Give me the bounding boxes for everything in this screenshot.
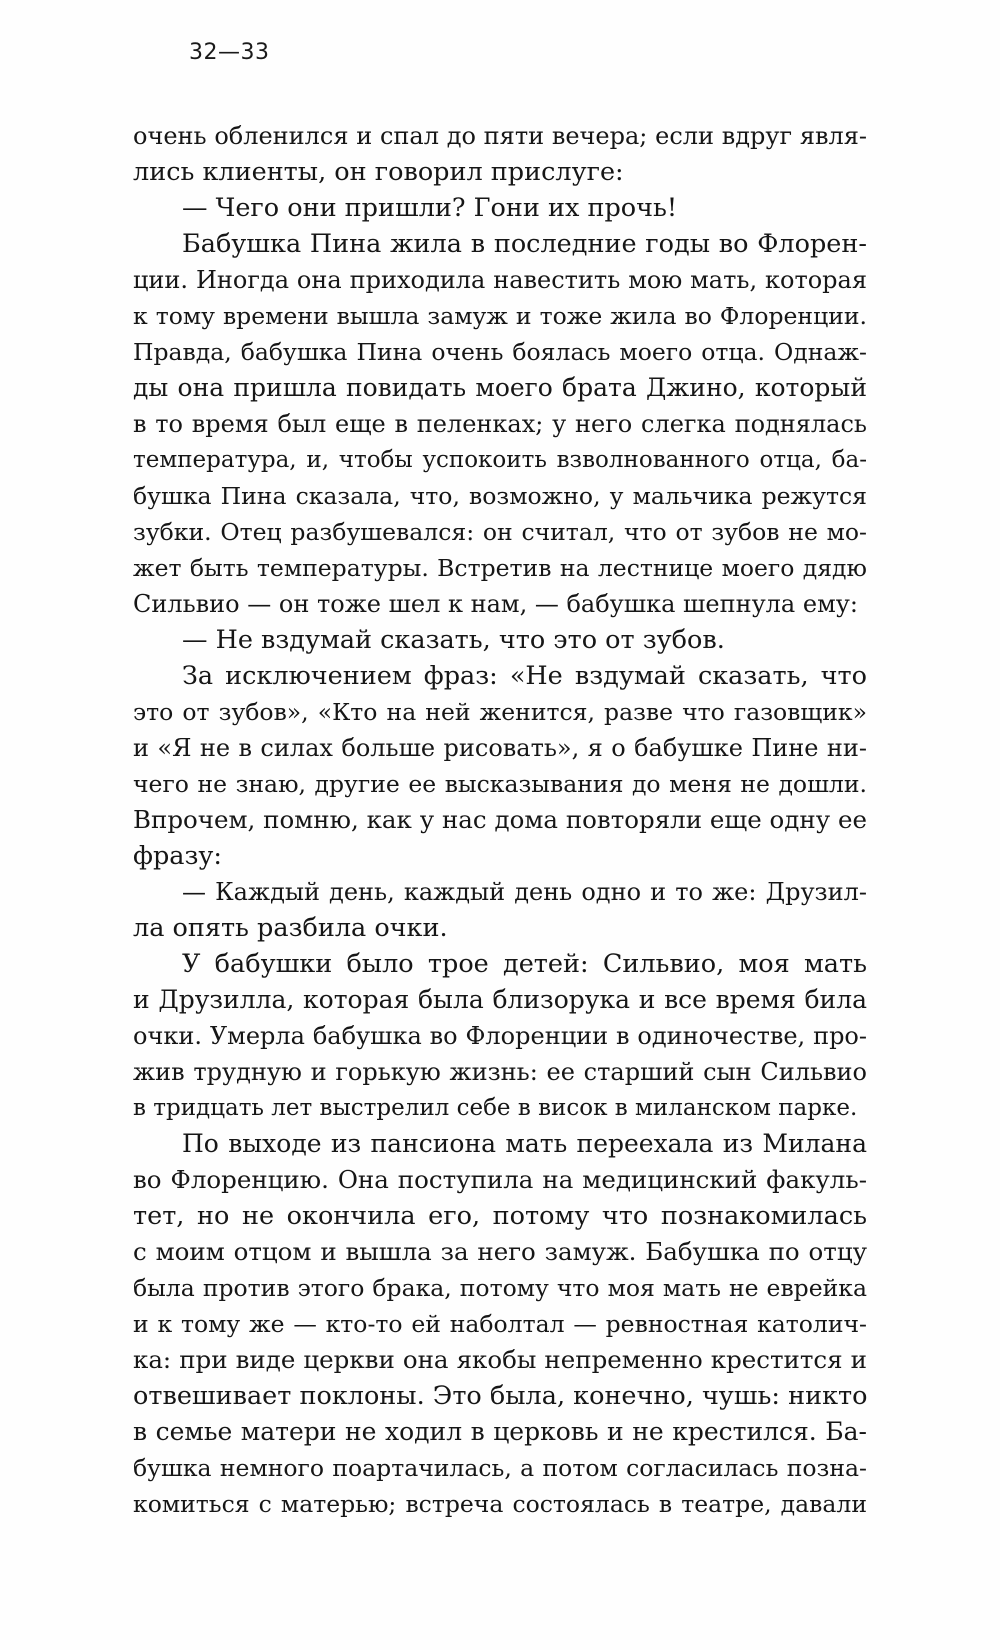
text-line: с моим отцом и вышла за него замуж. Бабушка по отцу xyxy=(133,1237,867,1266)
text-line: ды она пришла повидать моего брата Джино, который xyxy=(133,373,867,402)
text-line: в то время был еще в пеленках; у него слегка поднялась xyxy=(133,410,867,438)
text-line: По выходе из пансиона мать переехала из Милана xyxy=(182,1129,867,1158)
text-line: в тридцать лет выстрелил себе в висок в миланском парке. xyxy=(133,1095,858,1121)
text-line: Сильвио — он тоже шел к нам, — бабушка шепнула ему: xyxy=(133,590,858,618)
text-line: лись клиенты, он говорил прислуге: xyxy=(133,157,624,187)
text-line: комиться с матерью; встреча состоялась в театре, давали xyxy=(133,1490,867,1518)
text-line: очки. Умерла бабушка во Флоренции в одиночестве, про- xyxy=(133,1022,867,1050)
text-line: бушка Пина сказала, что, возможно, у мальчика режутся xyxy=(133,482,867,510)
text-line: и «Я не в силах больше рисовать», я о бабушке Пине ни- xyxy=(133,734,867,762)
text-line: ции. Иногда она приходила навестить мою мать, которая xyxy=(133,266,867,294)
text-line: температура, и, чтобы успокоить взволнованного отца, ба- xyxy=(133,447,867,473)
text-line: жив трудную и горькую жизнь: ее старший сын Сильвио xyxy=(133,1058,867,1086)
text-line: У бабушки было трое детей: Сильвио, моя мать xyxy=(182,949,867,979)
body-text xyxy=(133,118,867,1522)
text-line: в семье матери не ходил в церковь и не крестился. Ба- xyxy=(133,1417,867,1446)
text-line: ла опять разбила очки. xyxy=(133,913,448,943)
text-line: Впрочем, помню, как у нас дома повторяли еще одну ее xyxy=(133,805,867,834)
text-line: и Друзилла, которая была близорука и все время била xyxy=(133,985,867,1014)
text-line: зубки. Отец разбушевался: он считал, что от зубов не мо- xyxy=(133,518,867,546)
text-line: фразу: xyxy=(133,841,222,871)
text-line: и к тому же — кто-то ей наболтал — ревностная католич- xyxy=(133,1310,867,1338)
text-line: Бабушка Пина жила в последние годы во Флорен- xyxy=(182,229,867,259)
text-line: к тому времени вышла замуж и тоже жила во Флоренции. xyxy=(133,302,867,330)
text-line: очень обленился и спал до пяти вечера; если вдруг явля- xyxy=(133,122,867,150)
text-line: — Каждый день, каждый день одно и то же: Друзил- xyxy=(182,878,867,906)
text-line: — Не вздумай сказать, что это от зубов. xyxy=(182,625,725,655)
text-line: во Флоренцию. Она поступила на медицинский факуль- xyxy=(133,1165,867,1194)
page-number: 32—33 xyxy=(189,40,270,65)
text-line: жет быть температуры. Встретив на лестнице моего дядю xyxy=(133,554,867,582)
text-line: тет, но не окончила его, потому что познакомилась xyxy=(133,1201,867,1231)
text-line: За исключением фраз: «Не вздумай сказать, что xyxy=(182,661,867,691)
text-line: — Чего они пришли? Гони их прочь! xyxy=(182,193,678,223)
text-line: это от зубов», «Кто на ней женится, разве что газовщик» xyxy=(133,698,867,726)
text-line: ка: при виде церкви она якобы непременно крестится и xyxy=(133,1345,867,1374)
text-line: чего не знаю, другие ее высказывания до меня не дошли. xyxy=(133,770,867,798)
text-line: бушка немного поартачилась, а потом согласилась позна- xyxy=(133,1454,867,1482)
text-line: Правда, бабушка Пина очень боялась моего отца. Однаж- xyxy=(133,338,867,366)
text-line: была против этого брака, потому что моя мать не еврейка xyxy=(133,1274,867,1302)
text-line: отвешивает поклоны. Это была, конечно, чушь: никто xyxy=(133,1381,868,1411)
